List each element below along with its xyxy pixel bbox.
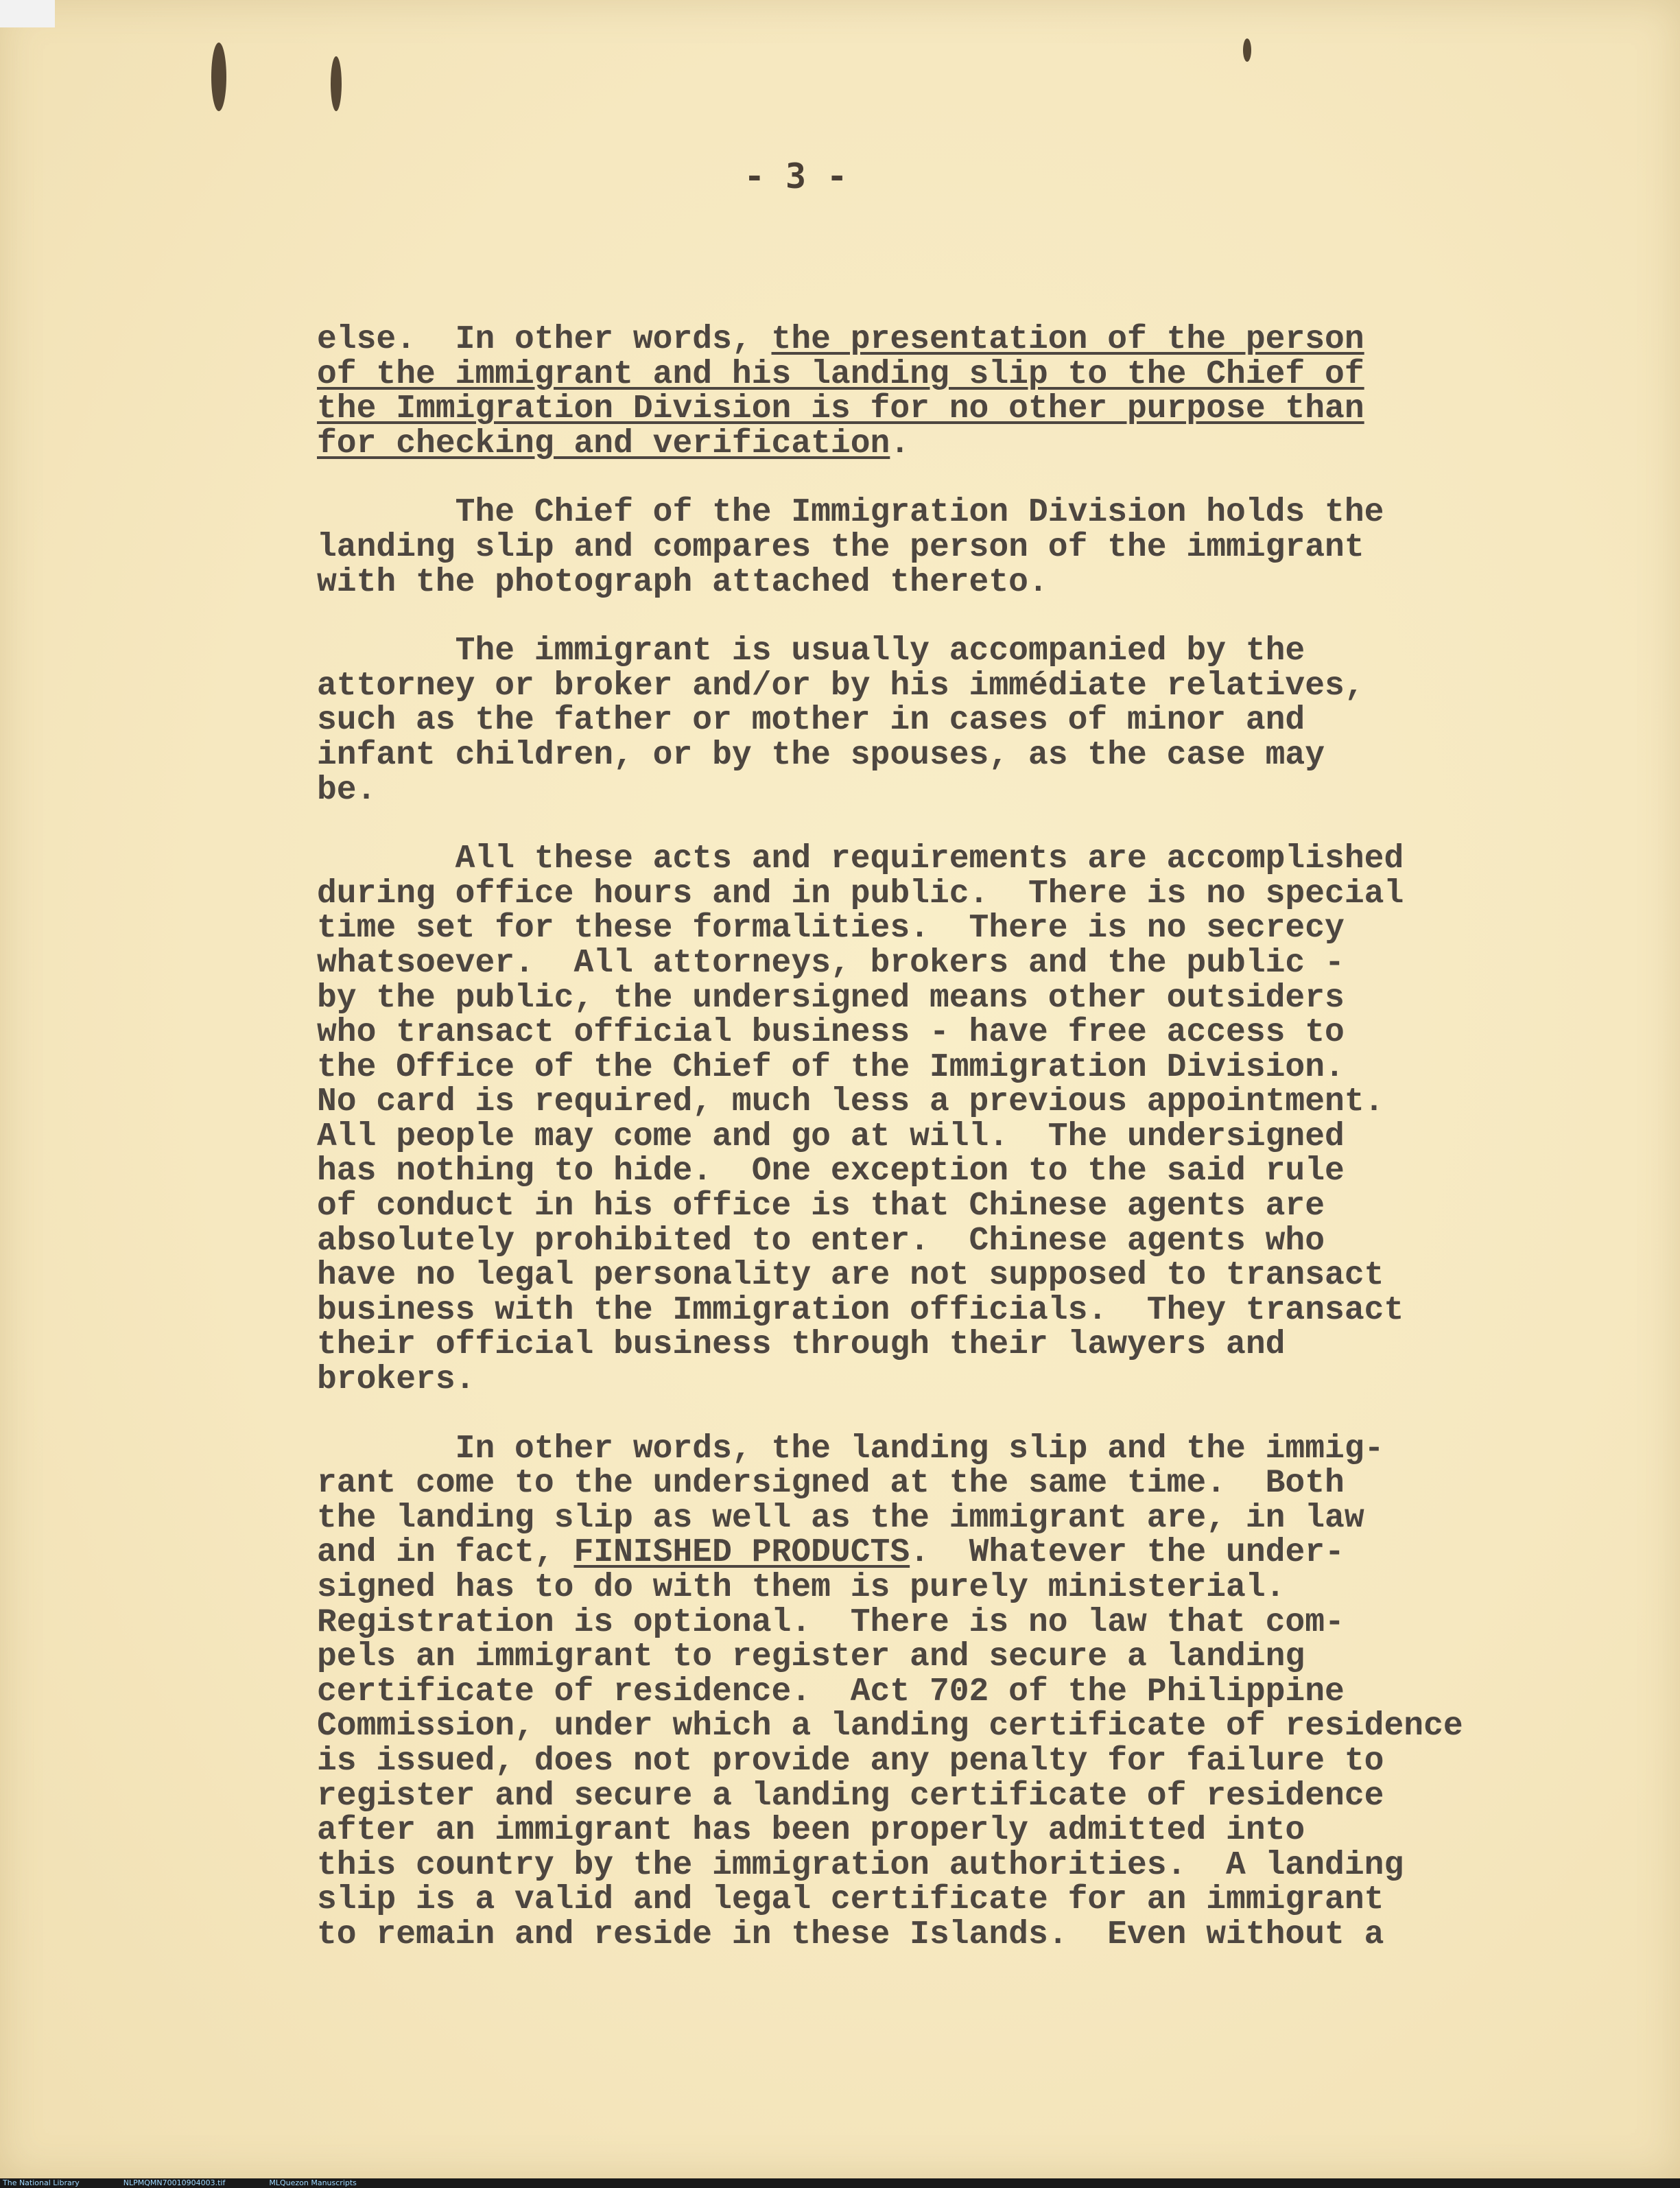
text-line — [317, 1640, 1620, 1675]
punch-hole-mark — [211, 43, 226, 111]
footer-library: The National Library — [3, 2178, 80, 2187]
text-line — [317, 1779, 1620, 1814]
text-segment: brokers. — [317, 1361, 475, 1399]
text-segment: . — [890, 425, 910, 462]
document-body — [317, 322, 1620, 1953]
footer-collection: MLQuezon Manuscripts — [269, 2178, 357, 2187]
text-line — [317, 1258, 1620, 1293]
text-line — [317, 1015, 1620, 1050]
text-line — [317, 392, 1620, 427]
text-segment: the landing slip as well as the immigrant are, in law — [317, 1499, 1364, 1537]
text-line — [317, 946, 1620, 981]
text-line — [317, 495, 1620, 530]
text-line — [317, 530, 1620, 565]
text-segment: after an immigrant has been properly admitted into — [317, 1812, 1305, 1850]
text-segment: All these acts and requirements are accomplished — [317, 840, 1404, 878]
text-segment: slip is a valid and legal certificate for an immigrant — [317, 1881, 1384, 1919]
text-segment: No card is required, much less a previous appointment. — [317, 1083, 1384, 1121]
text-segment: certificate of residence. Act 702 of the Philippine — [317, 1673, 1345, 1710]
text-segment: . Whatever the under- — [910, 1534, 1345, 1572]
text-segment: In other words, the landing slip and the immig- — [317, 1430, 1384, 1468]
text-segment: landing slip and compares the person of the immigrant — [317, 528, 1364, 566]
text-line — [317, 703, 1620, 738]
text-segment: All people may come and go at will. The undersigned — [317, 1118, 1345, 1155]
text-line — [317, 1050, 1620, 1085]
text-line — [317, 1085, 1620, 1120]
paragraph — [317, 634, 1620, 808]
text-line — [317, 1883, 1620, 1918]
text-line — [317, 427, 1620, 462]
text-segment: to remain and reside in these Islands. Even without a — [317, 1916, 1384, 1953]
text-line — [317, 634, 1620, 669]
text-segment: and in fact, — [317, 1534, 574, 1572]
text-segment: Commission, under which a landing certificate of residence — [317, 1708, 1463, 1745]
text-line — [317, 1536, 1620, 1571]
underlined-text: the Immigration Division is for no other purpose than — [317, 390, 1364, 428]
punch-hole-mark — [1243, 38, 1251, 62]
text-line — [317, 1605, 1620, 1640]
text-line — [317, 1744, 1620, 1779]
text-line — [317, 1571, 1620, 1605]
text-line — [317, 911, 1620, 946]
text-segment: during office hours and in public. There is no special — [317, 875, 1404, 913]
paragraph — [317, 1432, 1620, 1953]
text-line — [317, 1466, 1620, 1501]
text-line — [317, 1918, 1620, 1953]
text-line — [317, 1675, 1620, 1710]
text-segment: be. — [317, 771, 377, 809]
text-line — [317, 1120, 1620, 1155]
text-segment: absolutely prohibited to enter. Chinese agents who — [317, 1222, 1325, 1260]
text-segment: the Office of the Chief of the Immigration Division. — [317, 1048, 1345, 1086]
text-segment: The Chief of the Immigration Division holds the — [317, 494, 1384, 532]
text-line — [317, 357, 1620, 392]
text-segment: who transact official business - have free access to — [317, 1014, 1345, 1052]
paragraph-gap — [317, 1398, 1620, 1432]
page-number: - 3 - — [744, 156, 848, 196]
text-line — [317, 1224, 1620, 1259]
text-segment: with the photograph attached thereto. — [317, 563, 1048, 601]
text-segment: else. In other words, — [317, 321, 772, 358]
text-line — [317, 1848, 1620, 1883]
paragraph — [317, 495, 1620, 600]
text-line — [317, 1501, 1620, 1536]
text-line — [317, 877, 1620, 912]
paragraph-gap — [317, 808, 1620, 842]
paragraph — [317, 322, 1620, 461]
footer-file: NLPMQMN70010904003.tif — [123, 2178, 226, 2187]
paragraph-gap — [317, 600, 1620, 634]
text-line — [317, 669, 1620, 704]
text-line — [317, 1328, 1620, 1363]
text-line — [317, 773, 1620, 808]
text-segment: of conduct in his office is that Chinese agents are — [317, 1188, 1325, 1225]
text-segment: whatsoever. All attorneys, brokers and the public - — [317, 944, 1345, 982]
underlined-text: for checking and verification — [317, 425, 890, 462]
text-segment: has nothing to hide. One exception to the said rule — [317, 1153, 1345, 1190]
punch-hole-mark — [331, 56, 342, 111]
text-segment: their official business through their lawyers and — [317, 1326, 1286, 1364]
text-line — [317, 981, 1620, 1016]
text-segment: pels an immigrant to register and secure a landing — [317, 1638, 1305, 1676]
underlined-text: of the immigrant and his landing slip to the Chief of — [317, 355, 1364, 393]
text-line — [317, 1154, 1620, 1189]
text-line — [317, 565, 1620, 600]
text-segment: infant children, or by the spouses, as the case may — [317, 736, 1325, 774]
text-segment: attorney or broker and/or by his immédiate relatives, — [317, 667, 1364, 705]
text-segment: is issued, does not provide any penalty for failure to — [317, 1742, 1384, 1780]
text-segment: business with the Immigration officials. They transact — [317, 1291, 1404, 1329]
text-segment: rant come to the undersigned at the same time. Both — [317, 1465, 1345, 1503]
text-line — [317, 1813, 1620, 1848]
text-segment: The immigrant is usually accompanied by the — [317, 633, 1305, 670]
text-line — [317, 1363, 1620, 1398]
text-segment: signed has to do with them is purely ministerial. — [317, 1569, 1286, 1606]
paragraph — [317, 842, 1620, 1398]
underlined-text: the presentation of the person — [771, 321, 1364, 358]
underlined-text: FINISHED PRODUCTS — [573, 1534, 910, 1572]
text-segment: have no legal personality are not supposed to transact — [317, 1257, 1384, 1295]
text-line — [317, 842, 1620, 877]
paragraph-gap — [317, 461, 1620, 495]
text-line — [317, 738, 1620, 773]
text-line — [317, 1709, 1620, 1744]
text-line — [317, 1189, 1620, 1224]
text-segment: such as the father or mother in cases of minor and — [317, 702, 1305, 740]
archive-footer — [0, 2178, 1680, 2188]
text-segment: by the public, the undersigned means other outsiders — [317, 979, 1345, 1017]
text-segment: this country by the immigration authorities. A landing — [317, 1846, 1404, 1884]
text-segment: time set for these formalities. There is no secrecy — [317, 910, 1345, 948]
text-line — [317, 322, 1620, 357]
text-segment: Registration is optional. There is no law that com- — [317, 1603, 1345, 1641]
text-line — [317, 1293, 1620, 1328]
text-segment: register and secure a landing certificate of residence — [317, 1777, 1384, 1815]
text-line — [317, 1432, 1620, 1467]
